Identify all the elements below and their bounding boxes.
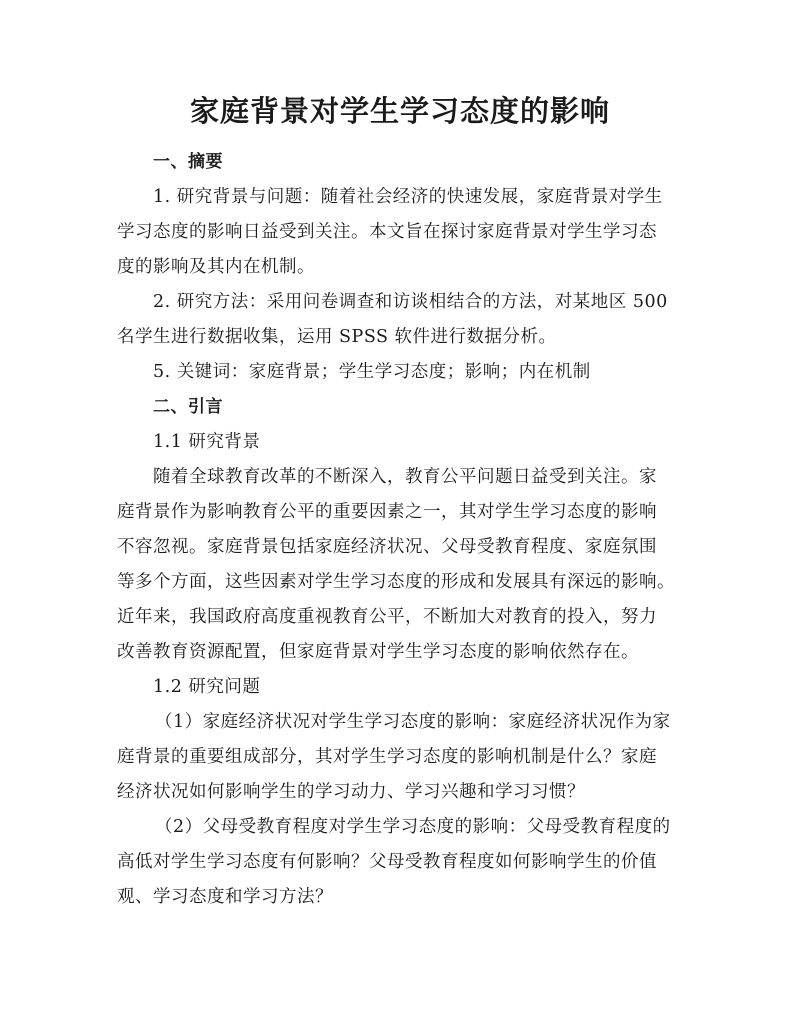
paragraph-line: 观、学习态度和学习方法？ xyxy=(117,887,333,907)
paragraph-line: 近年来，我国政府高度重视教育公平，不断加大对教育的投入，努力 xyxy=(117,607,657,627)
paragraph-line: 2. 研究方法：采用问卷调查和访谈相结合的方法，对某地区 500 xyxy=(153,292,668,312)
paragraph-line: 等多个方面，这些因素对学生学习态度的形成和发展具有深远的影响。 xyxy=(117,572,675,592)
document-body xyxy=(117,145,687,915)
paragraph-line: 庭背景作为影响教育公平的重要因素之一，其对学生学习态度的影响 xyxy=(117,502,657,522)
keywords-line: 5. 关键词：家庭背景；学生学习态度；影响；内在机制 xyxy=(153,362,591,382)
document-title: 家庭背景对学生学习态度的影响 xyxy=(189,94,610,128)
paragraph-line: 随着全球教育改革的不断深入，教育公平问题日益受到关注。家 xyxy=(153,467,657,487)
paragraph-line: 学习态度的影响日益受到关注。本文旨在探讨家庭背景对学生学习态 xyxy=(117,222,657,242)
paragraph-line: 经济状况如何影响学生的学习动力、学习兴趣和学习习惯？ xyxy=(117,782,585,802)
subsection-heading-questions: 1.2 研究问题 xyxy=(153,677,261,697)
paragraph-line: 改善教育资源配置，但家庭背景对学生学习态度的影响依然存在。 xyxy=(117,642,639,662)
paragraph-line: 庭背景的重要组成部分，其对学生学习态度的影响机制是什么？家庭 xyxy=(117,747,657,767)
subsection-heading-background: 1.1 研究背景 xyxy=(153,432,261,452)
paragraph-line: 高低对学生学习态度有何影响？父母受教育程度如何影响学生的价值 xyxy=(117,852,657,872)
section-heading-abstract: 一、摘要 xyxy=(153,152,223,172)
paragraph-line: （2）父母受教育程度对学生学习态度的影响：父母受教育程度的 xyxy=(155,817,671,837)
section-heading-introduction: 二、引言 xyxy=(153,397,223,417)
paragraph-line: 名学生进行数据收集，运用 SPSS 软件进行数据分析。 xyxy=(117,327,557,347)
paragraph-line: 1. 研究背景与问题：随着社会经济的快速发展，家庭背景对学生 xyxy=(153,187,663,207)
paragraph-line: （1）家庭经济状况对学生学习态度的影响：家庭经济状况作为家 xyxy=(155,712,671,732)
paragraph-line: 不容忽视。家庭背景包括家庭经济状况、父母受教育程度、家庭氛围 xyxy=(117,537,657,557)
paragraph-line: 度的影响及其内在机制。 xyxy=(117,257,315,277)
